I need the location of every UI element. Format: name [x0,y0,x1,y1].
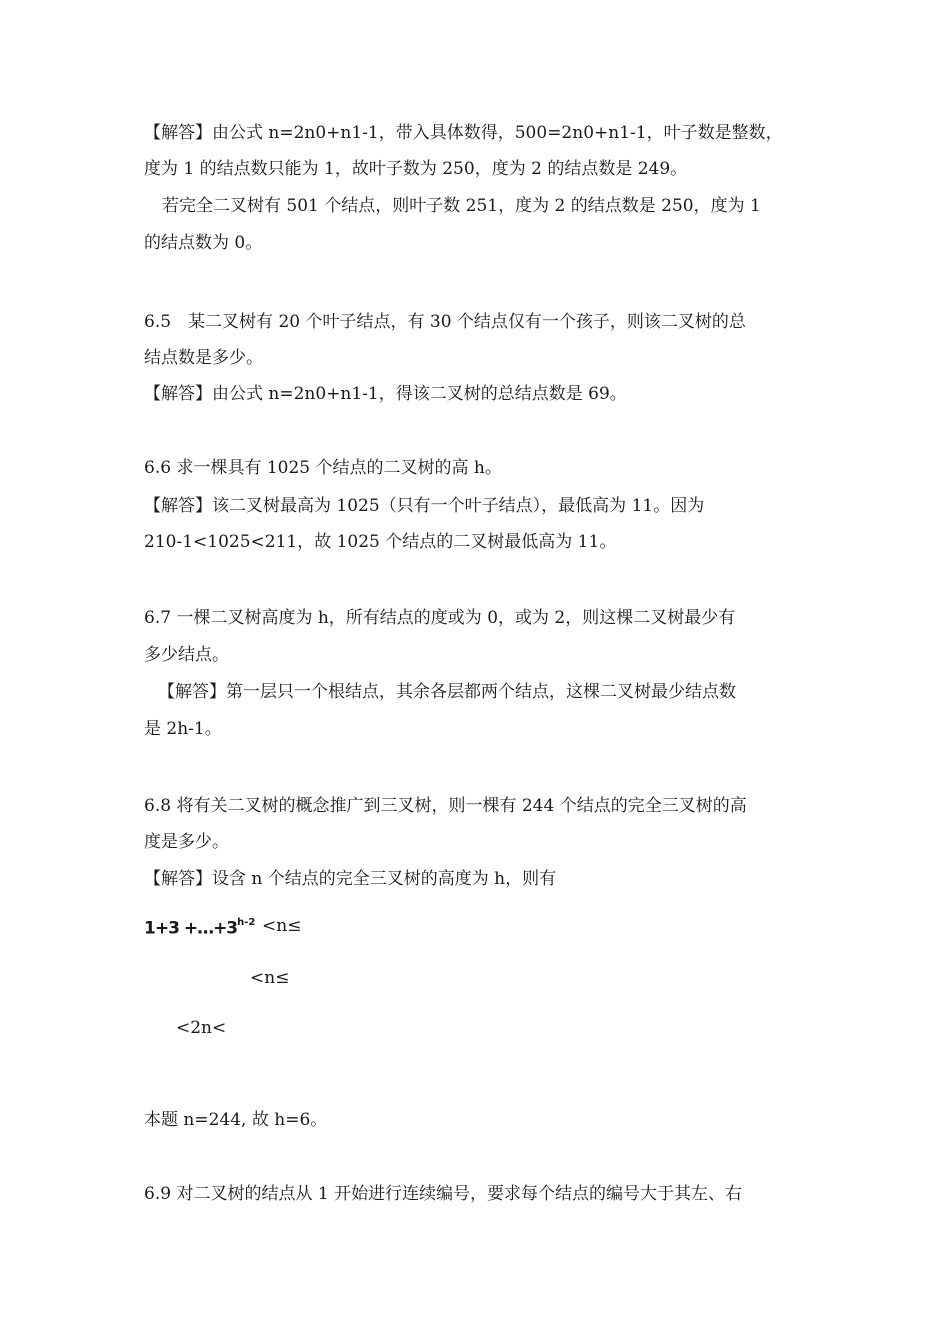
answer-6-8-result: 本题 n=244, 故 h=6。 [144,1110,328,1130]
formula-series-base: 1+3 +…+3 [144,918,238,939]
answer-6-6-line-2: 210-1<1025<211，故 1025 个结点的二叉树最低高为 11。 [144,532,617,552]
formula-relation-2: <n≤ [250,968,290,988]
question-6-7-line-2: 多少结点。 [144,645,229,665]
question-6-5-line-1: 6.5 某二叉树有 20 个叶子结点，有 30 个结点仅有一个孩子，则该二叉树的总 [144,312,746,332]
question-6-6: 6.6 求一棵具有 1025 个结点的二叉树的高 h。 [144,458,502,478]
answer-6-4-line-4: 的结点数为 0。 [144,233,263,253]
formula-series [144,913,255,941]
answer-6-4-line-3: 若完全二叉树有 501 个结点，则叶子数 251，度为 2 的结点数是 250，度为 1 [162,196,761,216]
question-6-9-line-1: 6.9 对二叉树的结点从 1 开始进行连续编号，要求每个结点的编号大于其左、右 [144,1184,743,1204]
formula-relation-3: <2n< [176,1018,227,1038]
question-6-5-line-2: 结点数是多少。 [144,348,263,368]
answer-6-4-line-2: 度为 1 的结点数只能为 1，故叶子数为 250，度为 2 的结点数是 249。 [144,159,688,179]
answer-6-6-line-1: 【解答】该二叉树最高为 1025（只有一个叶子结点），最低高为 11。因为 [144,496,705,516]
answer-6-7-line-2: 是 2h-1。 [144,719,222,739]
question-6-8-line-2: 度是多少。 [144,832,229,852]
answer-6-4-line-1: 【解答】由公式 n=2n0+n1-1，带入具体数得，500=2n0+n1-1，叶子数是整数， [144,123,783,143]
answer-6-7-line-1: 【解答】第一层只一个根结点，其余各层都两个结点，这棵二叉树最少结点数 [158,682,736,702]
answer-6-8-intro: 【解答】设含 n 个结点的完全三叉树的高度为 h，则有 [144,869,557,889]
answer-6-5: 【解答】由公式 n=2n0+n1-1，得该二叉树的总结点数是 69。 [144,384,627,404]
formula-series-exponent: h-2 [237,917,256,928]
formula-relation-1: <n≤ [262,916,302,936]
question-6-8-line-1: 6.8 将有关二叉树的概念推广到三叉树，则一棵有 244 个结点的完全三叉树的高 [144,796,747,816]
question-6-7-line-1: 6.7 一棵二叉树高度为 h，所有结点的度或为 0，或为 2，则这棵二叉树最少有 [144,608,736,628]
